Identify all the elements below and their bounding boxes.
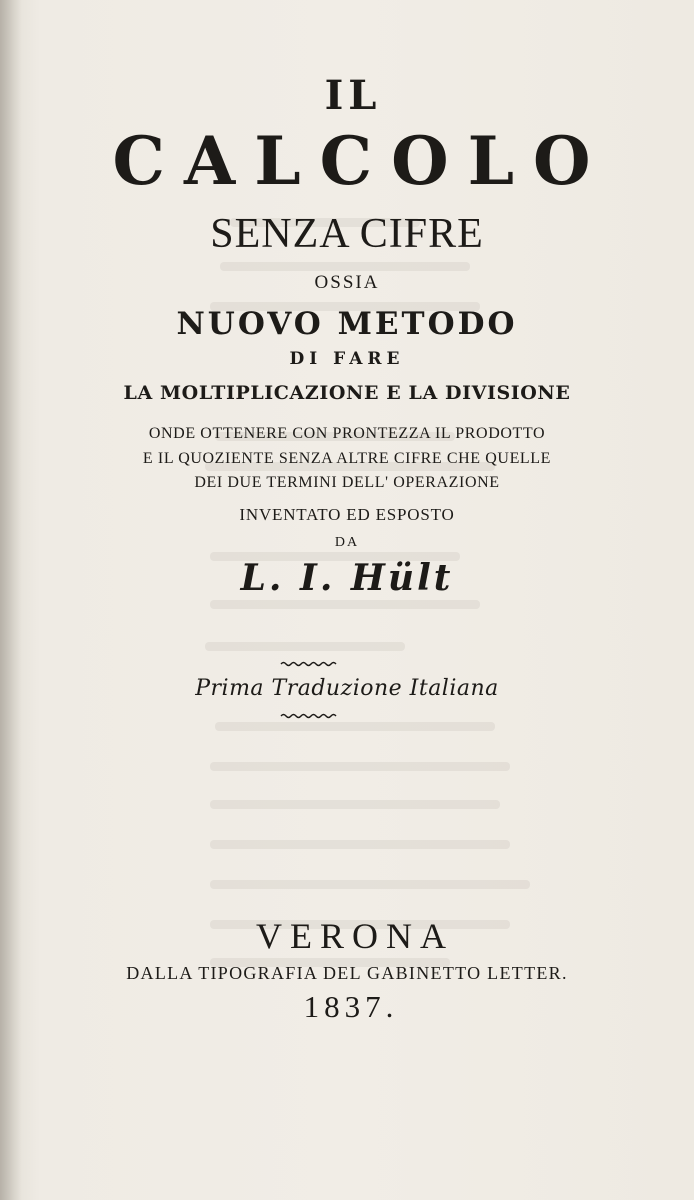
di-fare-text: DI FARE — [289, 349, 405, 369]
title-article: IL — [324, 72, 382, 119]
ornament-rule-bottom — [280, 713, 338, 719]
publication-year: 1837. — [303, 989, 399, 1024]
method-heading: NUOVO METODO — [176, 306, 518, 342]
conjunction-text: OSSIA — [314, 272, 380, 293]
publication-city: VERONA — [256, 916, 454, 956]
author-name: L. I. Hült — [240, 557, 454, 599]
ornament-rule-top — [280, 661, 338, 667]
description-line-1: ONDE OTTENERE CON PRONTEZZA IL PRODOTTO — [148, 425, 546, 442]
description-line-3: DEI DUE TERMINI DELL' OPERAZIONE — [194, 474, 500, 491]
description-line-2: E IL QUOZIENTE SENZA ALTRE CIFRE CHE QUELLE — [142, 450, 552, 467]
main-title: CALCOLO — [112, 122, 610, 200]
invented-text: INVENTATO ED ESPOSTO — [239, 505, 455, 524]
translation-note: Prima Traduzione Italiana — [195, 676, 499, 701]
printer-line: DALLA TIPOGRAFIA DEL GABINETTO LETTER. — [126, 963, 568, 983]
by-text: DA — [334, 535, 360, 550]
subtitle: SENZA CIFRE — [210, 211, 484, 257]
operations-heading: LA MOLTIPLICAZIONE E LA DIVISIONE — [123, 382, 571, 404]
